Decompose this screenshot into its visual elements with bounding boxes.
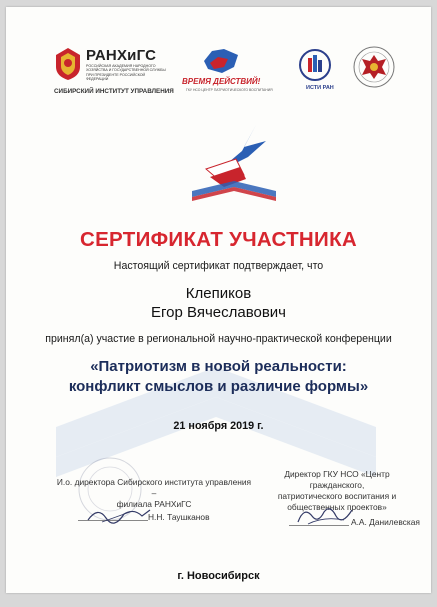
certificate-page (6, 7, 431, 593)
right-signatory-name: А.А. Данилевская (351, 517, 420, 527)
right-role-line2: патриотического воспитания и (277, 491, 397, 501)
right-role-line1: Директор ГКУ НСО «Центр гражданского, (284, 469, 390, 490)
right-role-line3: общественных проектов» (287, 502, 387, 512)
participant-given-names: Егор Вячеславович (150, 304, 286, 321)
confirm-text: Настоящий сертификат подтверждает, что (113, 260, 324, 272)
isti-ran-emblem-icon (298, 49, 332, 81)
russia-map-icon (202, 47, 240, 75)
vremya-subtitle: ГКУ НСО ЦЕНТР ПАТРИОТИЧЕСКОГО ВОСПИТАНИЯ (186, 88, 273, 92)
participant-surname: Клепиков (185, 285, 252, 302)
bird-emblem-icon (186, 111, 282, 207)
ranepa-subtitle: РОССИЙСКАЯ АКАДЕМИЯ НАРОДНОГО ХОЗЯЙСТВА И ГОСУДАРСТВЕННОЙ СЛУЖБЫ ПРИ ПРЕЗИДЕНТЕ РОССИЙСКОЙ ФЕДЕРАЦИИ (86, 64, 166, 81)
partner-logos (6, 43, 431, 103)
participated-text: принял(а) участие в региональной научно-практической конференции (45, 333, 392, 345)
left-signatory-name: Н.Н. Таушканов (148, 512, 210, 522)
vremya-title: ВРЕМЯ ДЕЙСТВИЙ! (182, 77, 261, 86)
right-signature-icon (294, 502, 356, 530)
conference-title (6, 357, 431, 397)
conference-title-line1: «Патриотизм в новой реальности: (90, 358, 347, 375)
certificate-title: СЕРТИФИКАТ УЧАСТНИКА (79, 228, 357, 251)
isti-ran-label: ИСТИ РАН (306, 85, 334, 91)
left-role-line2: филиала РАНХиГС (116, 499, 192, 509)
ranepa-institute: СИБИРСКИЙ ИНСТИТУТ УПРАВЛЕНИЯ (54, 88, 174, 95)
certificate-date: 21 ноября 2019 г. (173, 420, 264, 432)
conference-title-line2: конфликт смыслов и различие формы» (68, 378, 369, 395)
ranepa-name: РАНХиГС (86, 47, 157, 64)
city-label: г. Новосибирск (177, 570, 260, 582)
left-signature-icon (84, 502, 154, 528)
left-role-line1: И.о. директора Сибирского института управления – (56, 477, 252, 498)
participant-name (6, 284, 431, 322)
eagle-emblem-icon (352, 45, 396, 89)
ranepa-emblem-icon (54, 47, 82, 81)
